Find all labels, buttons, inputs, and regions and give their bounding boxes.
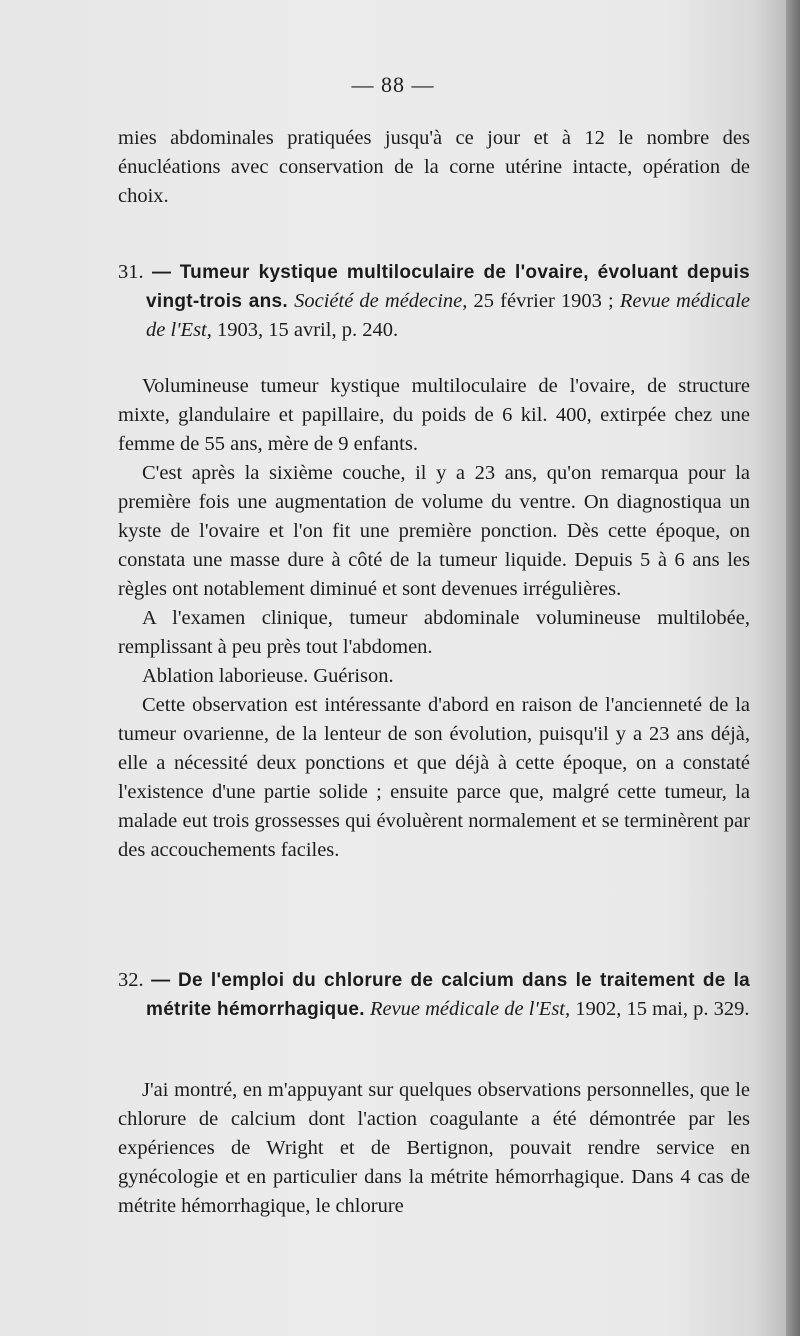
entry-31-source-2: Revue médicale de l'Est, (146, 290, 751, 341)
entry-31-paragraph: Volumineuse tumeur kystique multiloculaire de l'ovaire, de structure mixte, glandulaire et papillaire, du poids de 6 kil. 400, extirpée chez une femme de 55 ans, mère de 9 enfants. (118, 375, 750, 455)
intro-paragraph-block (118, 124, 750, 211)
entry-31-dash: — (152, 262, 172, 283)
entry-32-heading (118, 966, 750, 1024)
entry-32-number: 32. (118, 969, 144, 991)
page-edge-shadow (786, 0, 800, 1336)
entry-31-heading (118, 258, 750, 345)
entry-32-title: De l'emploi du chlorure de calcium dans le traitement de la métrite hémorrhagique. (146, 970, 751, 1020)
intro-paragraph: mies abdominales pratiquées jusqu'à ce jour et à 12 le nombre des énucléations avec conservation de la corne utérine intacte, opération de choix. (118, 127, 750, 207)
entry-31-paragraph: Cette observation est intéressante d'abord en raison de l'ancienneté de la tumeur ovarienne, de la lenteur de son évolution, puisqu'il y a 23 ans déjà, elle a nécessité deux ponctions et que déjà à cette époque, on a constaté l'existence d'une partie solide ; ensuite parce que, malgré cette tumeur, la malade eut trois grossesses qui évoluèrent normalement et se terminèrent par des accouchements faciles. (118, 694, 750, 861)
entry-31-paragraph: Ablation laborieuse. Guérison. (142, 665, 394, 687)
entry-32-body (118, 1076, 750, 1221)
entry-31-number: 31. (118, 261, 144, 283)
entry-31-title: Tumeur kystique multiloculaire de l'ovaire, évoluant depuis vingt-trois ans. (146, 262, 750, 312)
entry-31 (118, 258, 750, 345)
entry-32 (118, 966, 750, 1024)
entry-31-body (118, 372, 750, 865)
entry-31-date-2: 1903, 15 avril, p. 240. (217, 319, 399, 341)
entry-31-date-1: 25 février 1903 ; (473, 290, 614, 312)
entry-32-source: Revue médicale de l'Est, (369, 998, 571, 1020)
page-number: — 88 — (351, 72, 435, 97)
entry-31-paragraph: C'est après la sixième couche, il y a 23 ans, qu'on remarqua pour la première fois une augmentation de volume du ventre. On diagnostiqua un kyste de l'ovaire et l'on fit une première ponction. Dès cette époque, on constata une masse dure à côté de la tumeur liquide. Depuis 5 à 6 ans les règles ont notablement diminué et sont devenues irrégulières. (118, 462, 750, 600)
entry-32-date: 1902, 15 mai, p. 329. (575, 998, 750, 1020)
entry-31-paragraph: A l'examen clinique, tumeur abdominale volumineuse multilobée, remplissant à peu près tout l'abdomen. (118, 607, 750, 658)
entry-32-dash: — (151, 970, 171, 991)
entry-32-paragraph: J'ai montré, en m'appuyant sur quelques observations personnelles, que le chlorure de calcium dont l'action coagulante a été démontrée par les expériences de Wright et de Bertignon, pouvait rendre service en gynécologie et en particulier dans la métrite hémorrhagique. Dans 4 cas de métrite hémorrhagique, le chlorure (118, 1079, 750, 1217)
entry-31-source-1: Société de médecine, (294, 290, 468, 312)
